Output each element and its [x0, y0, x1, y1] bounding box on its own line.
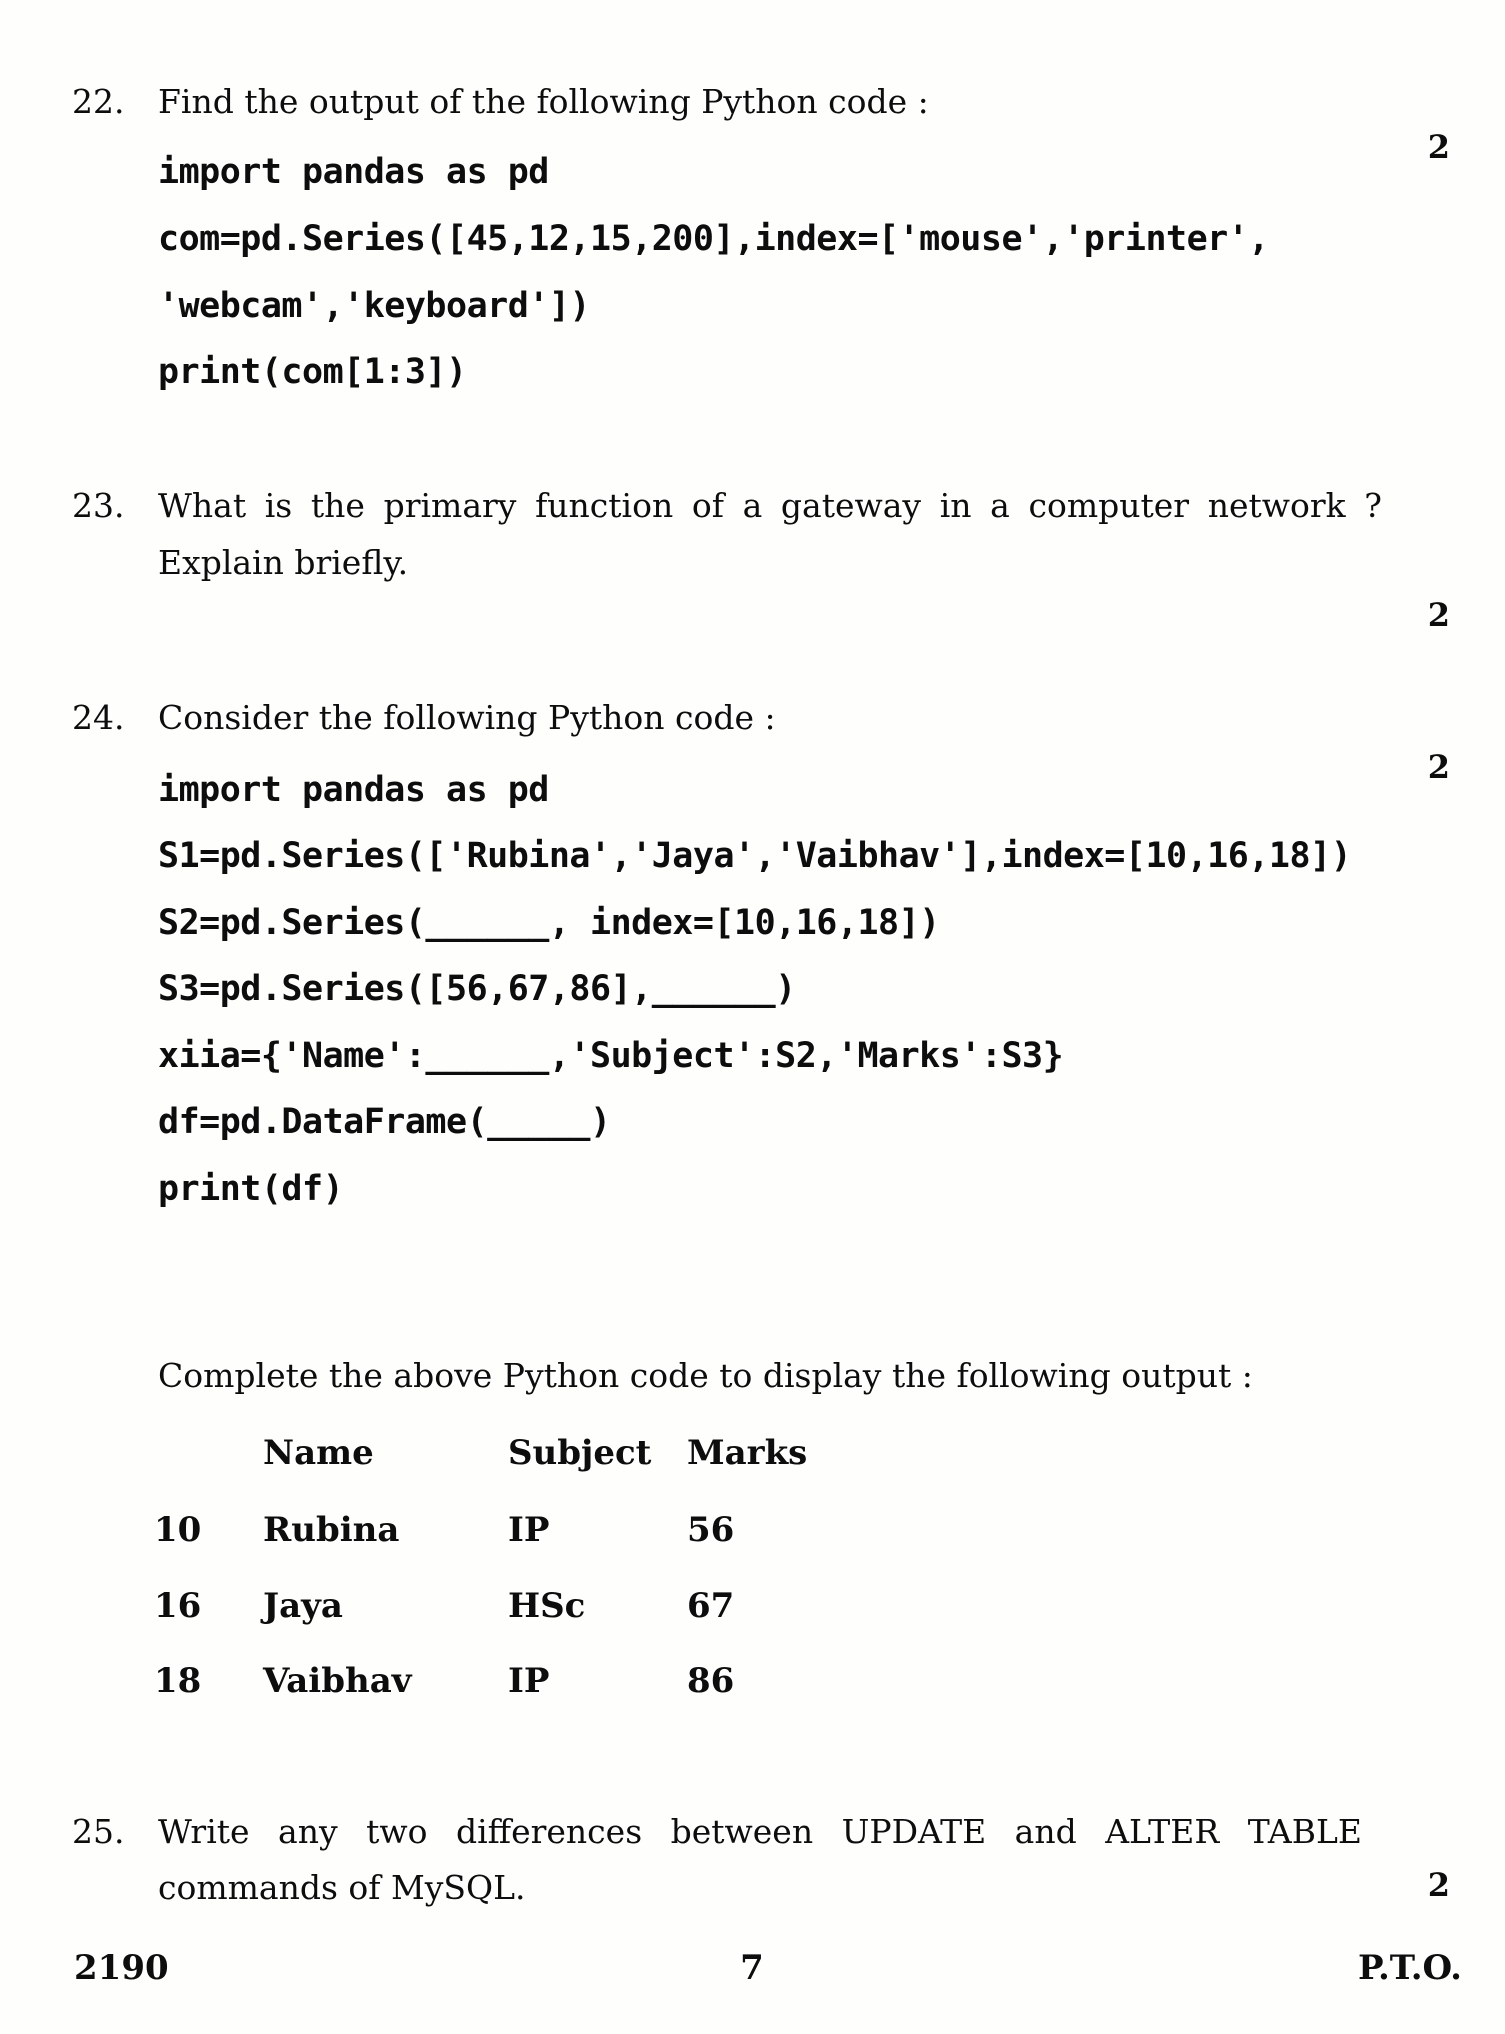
question-24-number: 24.	[72, 698, 125, 737]
output-table-row-2-marks: 67	[687, 1586, 735, 1626]
question-24-complete-instruction: Complete the above Python code to display the following output :	[158, 1356, 1253, 1395]
output-table-row-1-index: 10	[154, 1510, 202, 1550]
footer-pto-label: P.T.O.	[1358, 1948, 1462, 1988]
question-22-code-line-3: 'webcam','keyboard'])	[158, 286, 591, 326]
output-table-header-subject: Subject	[508, 1433, 652, 1473]
question-24-code-line-2: S1=pd.Series(['Rubina','Jaya','Vaibhav'],index=[10,16,18])	[158, 836, 1352, 876]
question-23-number: 23.	[72, 486, 125, 525]
output-table-row-3-index: 18	[154, 1661, 202, 1701]
output-table-row-1-marks: 56	[687, 1510, 735, 1550]
output-table-header-name: Name	[263, 1433, 374, 1473]
question-22-code-line-4: print(com[1:3])	[158, 352, 467, 392]
output-table-row-3-name: Vaibhav	[263, 1661, 412, 1701]
question-25-number: 25.	[72, 1812, 125, 1851]
output-table-row-3-marks: 86	[687, 1661, 735, 1701]
question-22-code-line-1: import pandas as pd	[158, 152, 549, 192]
question-22-marks: 2	[1427, 128, 1450, 166]
footer-paper-code: 2190	[74, 1948, 169, 1988]
question-24-code-line-3: S2=pd.Series(______, index=[10,16,18])	[158, 903, 940, 943]
question-22-prompt: Find the output of the following Python code :	[158, 82, 929, 121]
output-table-row-2-subject: HSc	[508, 1586, 586, 1626]
question-24-code-line-4: S3=pd.Series([56,67,86],______)	[158, 969, 796, 1009]
question-24-code-line-1: import pandas as pd	[158, 770, 549, 810]
footer-page-number: 7	[740, 1948, 764, 1988]
question-23-prompt-line-2: Explain briefly.	[158, 543, 409, 582]
output-table-row-1-name: Rubina	[263, 1510, 400, 1550]
output-table-row-2-index: 16	[154, 1586, 202, 1626]
question-24-prompt: Consider the following Python code :	[158, 698, 776, 737]
question-24-code-line-5: xiia={'Name':______,'Subject':S2,'Marks':S3}	[158, 1036, 1064, 1076]
output-table-row-2-name: Jaya	[263, 1586, 343, 1626]
question-25-prompt-line-1: Write any two differences between UPDATE and ALTER TABLE	[158, 1812, 1362, 1851]
question-23-marks: 2	[1427, 596, 1450, 634]
question-23-prompt-line-1: What is the primary function of a gateway in a computer network ?	[158, 486, 1382, 525]
question-25-marks: 2	[1427, 1866, 1450, 1904]
output-table-header-marks: Marks	[687, 1433, 808, 1473]
question-22-code-line-2: com=pd.Series([45,12,15,200],index=['mouse','printer',	[158, 219, 1269, 259]
question-22-number: 22.	[72, 82, 125, 121]
output-table-row-3-subject: IP	[508, 1661, 550, 1701]
output-table-row-1-subject: IP	[508, 1510, 550, 1550]
question-24-code-line-6: df=pd.DataFrame(_____)	[158, 1102, 611, 1142]
question-25-prompt-line-2: commands of MySQL.	[158, 1868, 526, 1907]
question-24-marks: 2	[1427, 748, 1450, 786]
question-24-code-line-7: print(df)	[158, 1169, 344, 1209]
